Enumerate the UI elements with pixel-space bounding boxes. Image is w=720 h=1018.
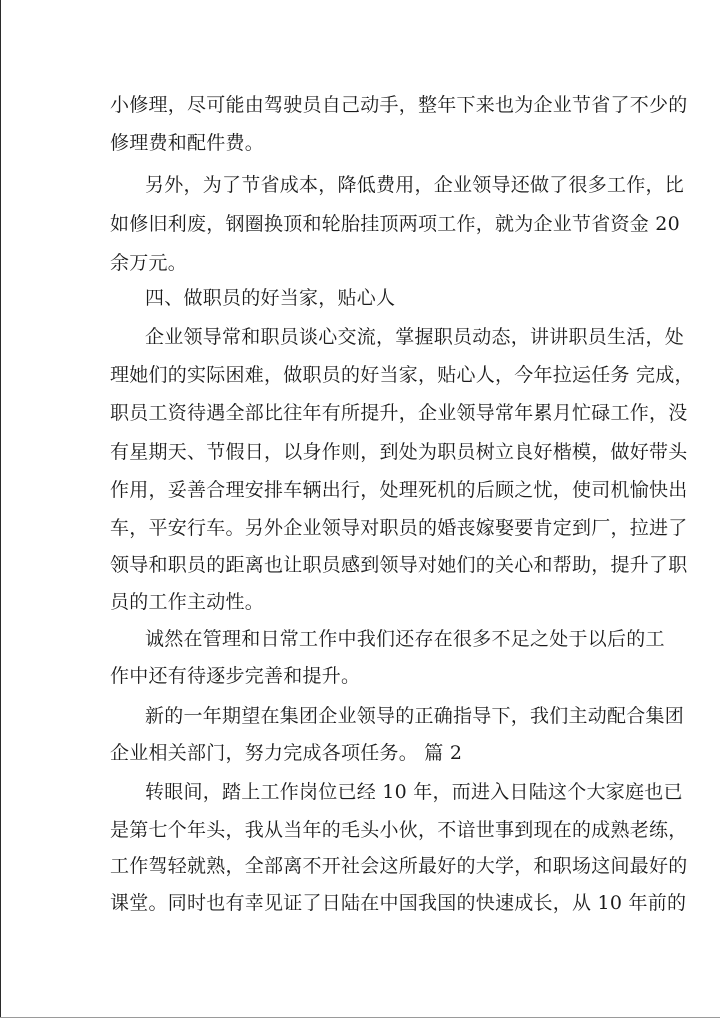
- section-heading: 四、做职员的好当家，贴心人: [145, 287, 396, 309]
- text-line: 企业领导常和职员谈心交流，掌握职员动态，讲讲职员生活，处: [145, 326, 685, 348]
- text-line: 有星期天、节假日，以身作则，到处为职员树立良好楷模，做好带头: [110, 441, 688, 463]
- text-line: 车，平安行车。另外企业领导对职员的婚丧嫁娶要肯定到厂，拉进了: [110, 517, 688, 539]
- text-line: 另外，为了节省成本，降低费用，企业领导还做了很多工作，比: [145, 174, 685, 196]
- text-line: 余万元。: [110, 252, 188, 274]
- text-line: 作中还有待逐步完善和提升。: [110, 665, 361, 687]
- text-line: 是第七个年头，我从当年的毛头小伙，不谙世事到现在的成熟老练，: [110, 819, 688, 841]
- text-line: 工作驾轻就熟，全部离不开社会这所最好的大学，和职场这间最好的: [110, 855, 688, 877]
- text-line: 理她们的实际困难，做职员的好当家，贴心人，今年拉运任务 完成，: [110, 364, 694, 386]
- text-line: 作用，妥善合理安排车辆出行，处理死机的后顾之忧，使司机愉快出: [110, 479, 688, 501]
- text-line: 修理费和配件费。: [110, 132, 265, 154]
- page-left-border: [0, 0, 1, 1018]
- text-line: 小修理，尽可能由驾驶员自己动手，整年下来也为企业节省了不少的: [110, 94, 688, 116]
- text-line: 新的一年期望在集团企业领导的正确指导下，我们主动配合集团: [145, 705, 685, 727]
- text-line: 诚然在管理和日常工作中我们还存在很多不足之处于以后的工: [145, 628, 665, 650]
- text-line: 转眼间，踏上工作岗位已经 10 年，而进入日陆这个大家庭也已: [145, 781, 683, 803]
- text-line: 员的工作主动性。: [110, 591, 265, 613]
- text-line: 职员工资待遇全部比往年有所提升，企业领导常年累月忙碌工作，没: [110, 402, 688, 424]
- text-line: 课堂。同时也有幸见证了日陆在中国我国的快速成长，从 10 年前的: [110, 892, 687, 914]
- text-line: 企业相关部门，努力完成各项任务。 篇 2: [110, 742, 463, 764]
- text-line: 领导和职员的距离也让职员感到领导对她们的关心和帮助，提升了职: [110, 554, 688, 576]
- text-line: 如修旧利废，钢圈换顶和轮胎挂顶两项工作，就为企业节省资金 20: [110, 213, 680, 235]
